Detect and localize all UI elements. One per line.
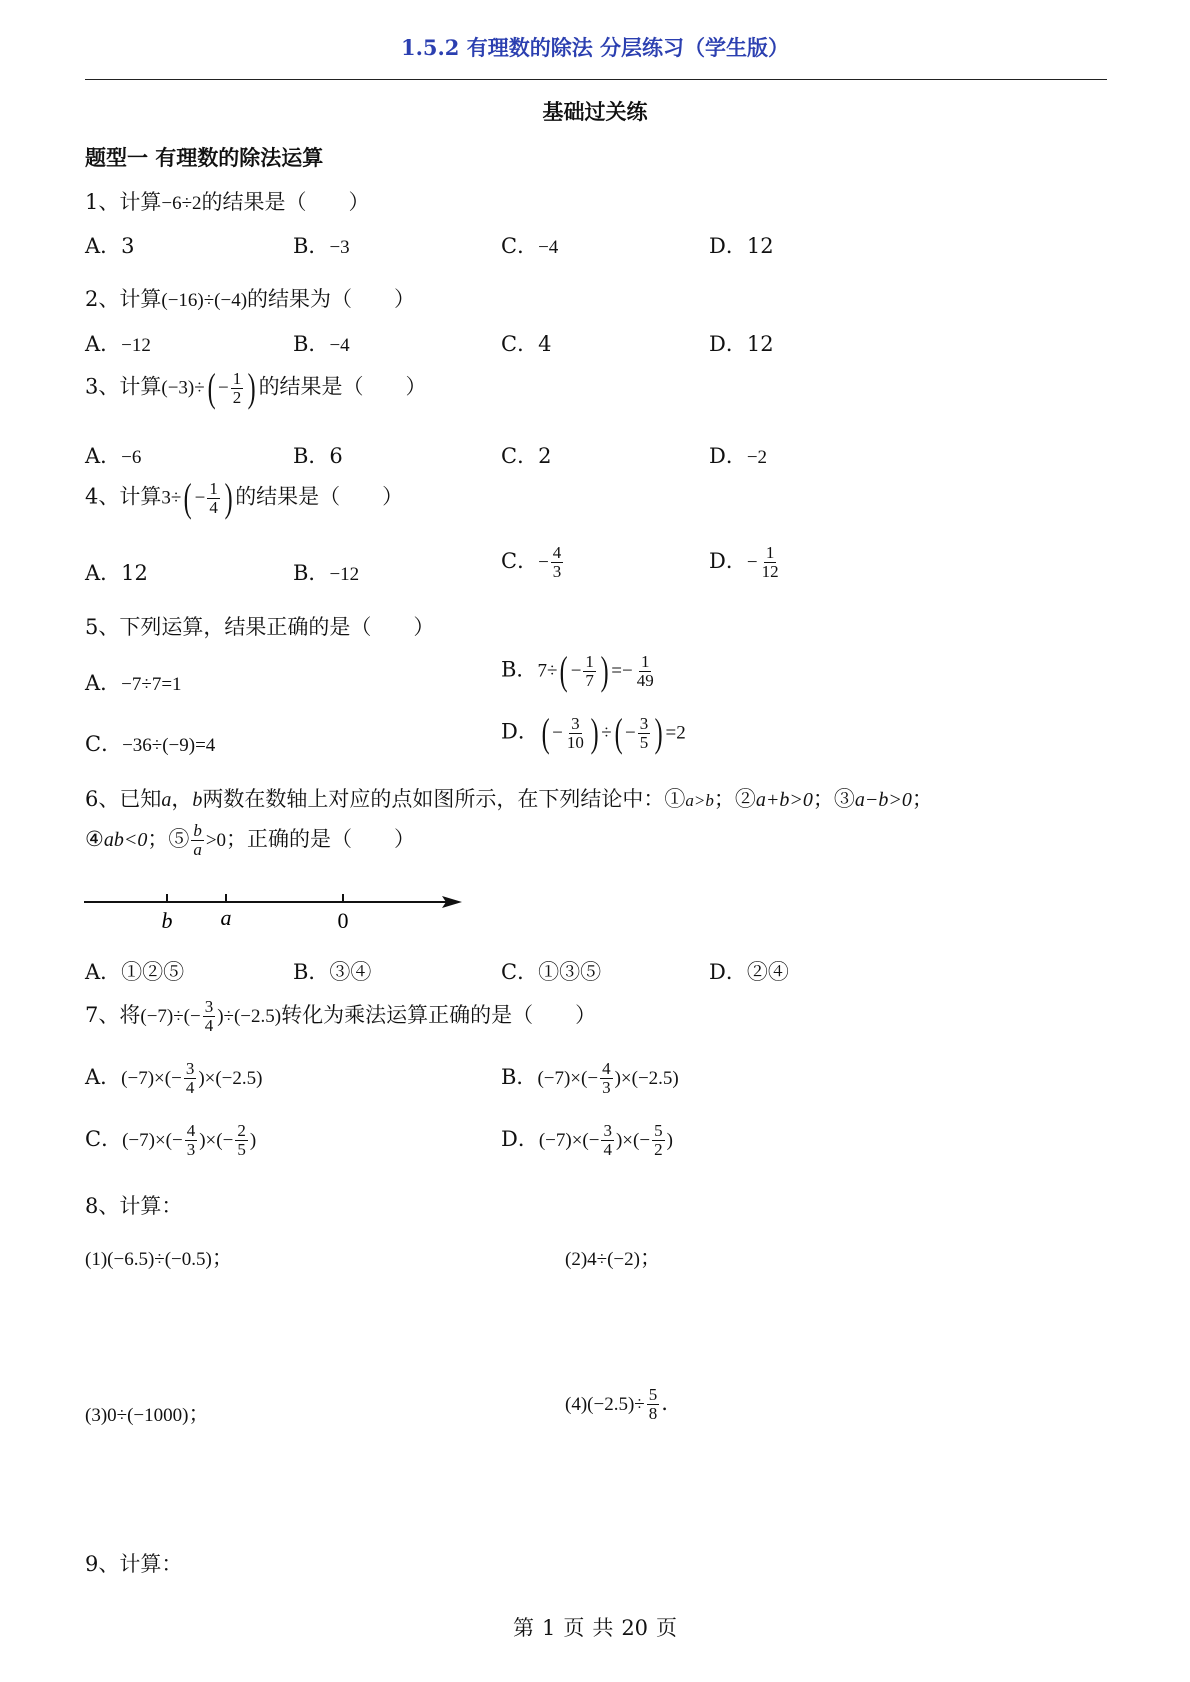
q2-expression: (−16)÷(−4) [161,290,248,311]
q8-part-2: (2)4÷(−2)； [565,1246,661,1270]
question-6-line-1: 6、已知a，b两数在数轴上对应的点如图所示，在下列结论中：①a>b；②a+b>0；③a−b>0； [85,787,933,811]
q1-option-a: A．3 [85,234,135,258]
page-total: 20 [621,1616,649,1640]
question-4: 4、计算3÷( − $\frac{1}{4}$ ) 的结果是（ ） [85,475,404,520]
q2-option-a: A．−12 [85,332,151,356]
q7-option-b: B．(−7)×(− $\frac{4}{3}$ )×(−2.5) [501,1059,679,1097]
question-7: 7、将(−7)÷(− $\frac{3}{4}$ )÷(−2.5)转化为乘法运算正确的是（ ） [85,997,597,1035]
document-title: 1.5.2 有理数的除法 分层练习（学生版） [400,35,790,60]
q4-fraction: $\frac{1}{4}$ [209,478,218,517]
question-8: 8、计算： [85,1194,183,1218]
q8-part-4: (4)(−2.5)÷ $\frac{5}{8}$ . [565,1385,668,1423]
page-footer: 第 1 页 共 20 页 [512,1616,678,1640]
q2-option-b: B．−4 [293,332,350,356]
q3-option-a: A．−6 [85,444,142,468]
q6-option-d: D．②④ [709,960,789,984]
q2-option-c: C．4 [501,332,552,356]
q3-option-c: C．2 [501,444,552,468]
page-number: 1 [541,1616,556,1640]
q7-option-d: D．(−7)×(− $\frac{3}{4}$ )×(− $\frac{5}{2}$ ) [501,1121,673,1159]
question-5: 5、下列运算，结果正确的是（ ） [85,615,435,639]
q7-option-c: C．(−7)×(− $\frac{4}{3}$ )×(− $\frac{2}{5}$ ) [85,1121,257,1159]
label-b: b [161,908,173,933]
question-9: 9、计算： [85,1552,183,1576]
q3-fraction: $\frac{1}{2}$ [232,368,242,407]
q1-expression: −6÷2 [161,193,202,214]
header-rule [85,79,1107,80]
question-1: 1、计算−6÷2的结果是（ ） [85,190,370,214]
number-line-figure [80,880,470,935]
question-2: 2、计算(−16)÷(−4)的结果为（ ） [85,287,416,311]
q3-option-d: D．−2 [709,444,768,468]
question-3: 3、计算(−3)÷( − $\frac{1}{2}$ ) 的结果是（ ） [85,365,427,410]
question-6-line-2: ④ab<0；⑤ $\frac{b}{a}$ >0；正确的是（ ） [85,821,416,859]
q6-option-b: B．③④ [293,960,372,984]
q4-option-c: C．− $\frac{4}{3}$ [501,543,562,581]
q5-option-b: B．7÷( − $\frac{1}{7}$ ) =− $\frac{1}{49}$ [501,648,654,693]
label-zero: 0 [337,908,349,933]
q6-option-c: C．①③⑤ [501,960,602,984]
q1-option-b: B．−3 [293,234,350,258]
q8-part-3: (3)0÷(−1000)； [85,1402,210,1426]
q2-option-d: D．12 [709,332,774,356]
q4-option-a: A．12 [85,561,148,585]
q3-option-b: B．6 [293,444,343,468]
q4-option-d: D．− $\frac{1}{12}$ [709,543,779,581]
q1-option-c: C．−4 [501,234,559,258]
q4-option-b: B．−12 [293,561,360,585]
q5-option-d: D．( − $\frac{3}{10}$ ) ÷( − $\frac{3}{5}$ ) =2 [501,710,686,755]
q8-part-1: (1)(−6.5)÷(−0.5)； [85,1246,233,1270]
section-title: 基础过关练 [542,99,648,124]
question-type-heading: 题型一 有理数的除法运算 [85,145,324,170]
q1-option-d: D．12 [709,234,774,258]
q6-option-a: A．①②⑤ [85,960,185,984]
q5-option-a: A．−7÷7=1 [85,671,182,695]
label-a: a [220,905,232,930]
q5-option-c: C．−36÷(−9)=4 [85,732,216,756]
q7-option-a: A．(−7)×(− $\frac{3}{4}$ )×(−2.5) [85,1059,263,1097]
